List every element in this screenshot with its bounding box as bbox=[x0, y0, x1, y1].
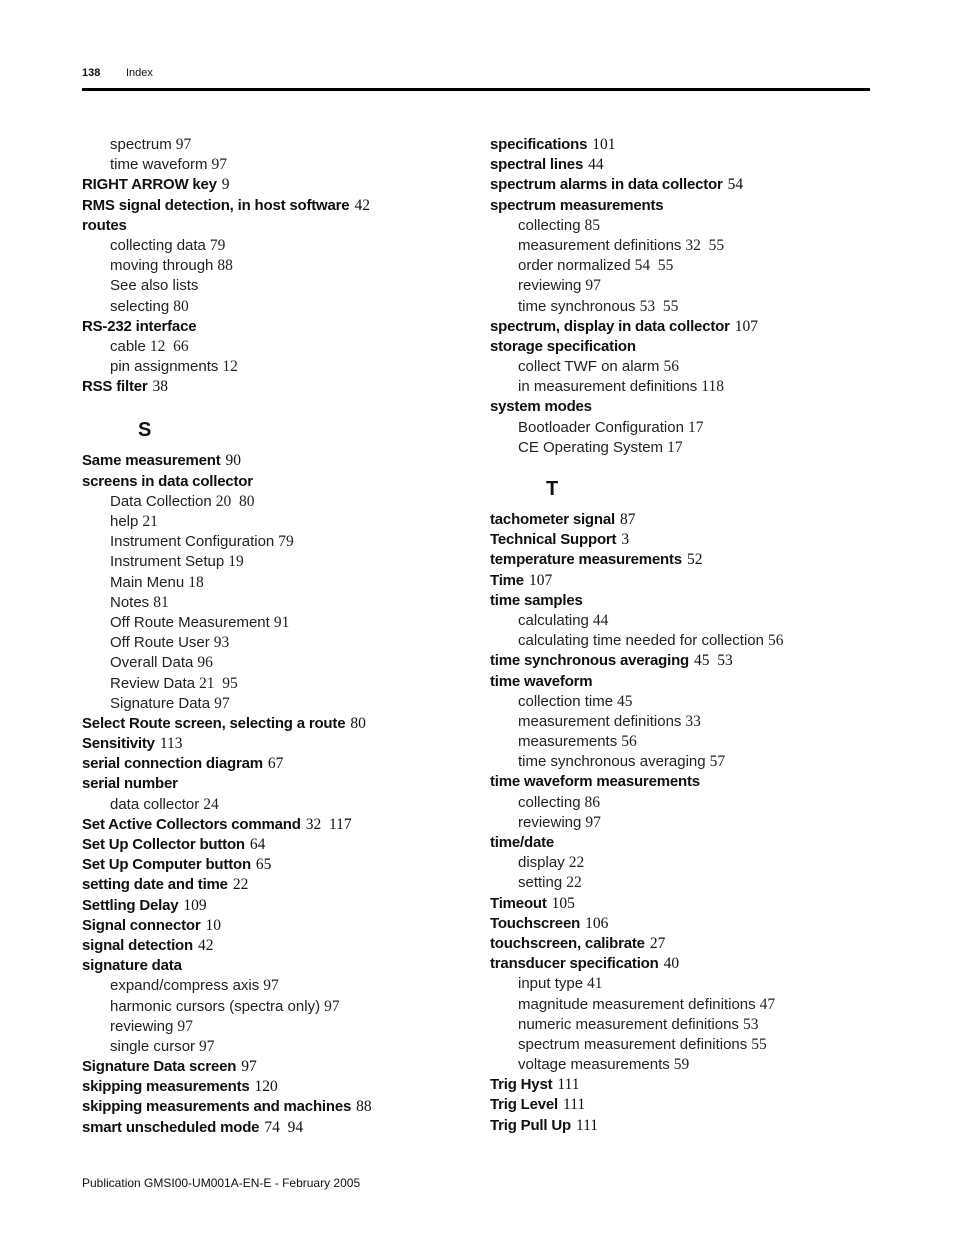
index-entry bbox=[82, 196, 462, 216]
index-page-refs: 101 bbox=[592, 136, 616, 153]
index-page-refs: 44 bbox=[592, 611, 609, 629]
index-page-refs: 64 bbox=[249, 836, 266, 853]
index-subentry bbox=[82, 512, 462, 532]
index-subentry bbox=[82, 337, 462, 357]
index-page-refs: 3 bbox=[621, 531, 630, 549]
index-term: order normalized bbox=[518, 257, 631, 275]
index-entry bbox=[490, 833, 870, 853]
index-term: harmonic cursors (spectra only) bbox=[110, 997, 321, 1015]
index-subentry bbox=[82, 976, 462, 996]
index-subentry bbox=[82, 236, 462, 256]
index-page-refs: 111 bbox=[557, 1076, 580, 1094]
index-term: Data Collection bbox=[110, 492, 212, 510]
index-term: expand/compress axis bbox=[110, 977, 260, 995]
index-term: numeric measurement definitions bbox=[518, 1015, 739, 1033]
index-term: transducer specification bbox=[490, 955, 659, 973]
index-term: serial number bbox=[82, 775, 178, 793]
index-column-left bbox=[82, 135, 462, 1138]
index-term: specifications bbox=[490, 136, 588, 153]
index-page-refs: 91 bbox=[273, 613, 290, 631]
index-term: Same measurement bbox=[82, 452, 221, 470]
index-term: measurement definitions bbox=[518, 712, 682, 730]
index-term: RMS signal detection, in host software bbox=[82, 196, 350, 214]
index-term: smart unscheduled mode bbox=[82, 1118, 260, 1136]
index-entry bbox=[82, 1057, 462, 1077]
index-page-refs: 93 bbox=[213, 634, 230, 652]
index-entry bbox=[490, 397, 870, 417]
index-subentry bbox=[82, 532, 462, 552]
index-term: Instrument Setup bbox=[110, 553, 225, 571]
index-term: voltage measurements bbox=[518, 1056, 670, 1074]
index-term: RIGHT ARROW key bbox=[82, 176, 217, 194]
index-term: spectrum measurement definitions bbox=[518, 1035, 748, 1053]
index-page-refs: 120 bbox=[254, 1078, 278, 1096]
index-page-refs: 106 bbox=[585, 914, 609, 932]
index-subentry bbox=[82, 552, 462, 572]
index-page-refs: 56 bbox=[621, 733, 637, 751]
index-subentry bbox=[490, 1035, 870, 1055]
index-page-refs: 88 bbox=[356, 1098, 372, 1116]
index-entry bbox=[82, 754, 462, 774]
index-term: Main Menu bbox=[110, 573, 185, 591]
index-page-refs: 55 bbox=[751, 1035, 767, 1053]
index-subentry bbox=[490, 611, 870, 631]
index-page-refs: 10 bbox=[205, 916, 221, 934]
index-entry bbox=[490, 571, 870, 591]
index-page-refs: 74 94 bbox=[264, 1118, 304, 1136]
index-term: Technical Support bbox=[490, 531, 617, 549]
index-term: input type bbox=[518, 975, 584, 993]
index-term: measurements bbox=[518, 733, 618, 751]
index-term: Settling Delay bbox=[82, 896, 179, 914]
index-page-refs: 56 bbox=[767, 632, 784, 650]
index-term: spectrum bbox=[110, 136, 172, 153]
index-entry bbox=[490, 651, 870, 671]
index-term: Set Active Collectors command bbox=[82, 815, 301, 833]
section-title: Index bbox=[126, 67, 153, 79]
index-term: Overall Data bbox=[110, 654, 194, 672]
index-entry bbox=[82, 1118, 462, 1138]
index-page-refs: 86 bbox=[584, 793, 601, 811]
index-subentry bbox=[490, 853, 870, 873]
index-term: collecting data bbox=[110, 236, 206, 254]
index-subentry bbox=[490, 732, 870, 752]
index-entry bbox=[490, 155, 870, 175]
index-page-refs: 47 bbox=[759, 995, 776, 1013]
index-term: Off Route User bbox=[110, 634, 210, 652]
index-page-refs: 79 bbox=[278, 533, 294, 551]
index-subentry bbox=[82, 795, 462, 815]
index-page-refs: 53 bbox=[742, 1015, 759, 1033]
index-term: reviewing bbox=[518, 277, 582, 295]
index-subentry bbox=[82, 997, 462, 1017]
index-entry bbox=[82, 216, 462, 236]
index-subentry bbox=[82, 1017, 462, 1037]
index-entry bbox=[82, 875, 462, 895]
index-entry bbox=[82, 175, 462, 195]
index-term: selecting bbox=[110, 297, 170, 315]
index-term: temperature measurements bbox=[490, 551, 682, 569]
index-term: collecting bbox=[518, 216, 581, 234]
index-page-refs: 32 55 bbox=[685, 236, 725, 254]
index-subentry bbox=[82, 1037, 462, 1057]
index-entry bbox=[82, 855, 462, 875]
index-term: collecting bbox=[518, 793, 581, 811]
index-page-refs: 85 bbox=[584, 216, 601, 234]
index-term: Sensitivity bbox=[82, 735, 155, 753]
index-page-refs: 40 bbox=[663, 955, 680, 973]
index-term: magnitude measurement definitions bbox=[518, 995, 756, 1013]
index-term: time samples bbox=[490, 591, 583, 609]
index-term: serial connection diagram bbox=[82, 755, 263, 773]
index-term: Signal connector bbox=[82, 916, 201, 934]
index-subentry bbox=[82, 674, 462, 694]
index-term: spectrum, display in data collector bbox=[490, 317, 730, 335]
index-page-refs: 65 bbox=[255, 856, 272, 874]
index-subentry bbox=[490, 793, 870, 813]
index-page-refs: 54 55 bbox=[634, 257, 674, 275]
index-term: signature data bbox=[82, 957, 182, 975]
index-term: reviewing bbox=[110, 1017, 174, 1035]
index-term: tachometer signal bbox=[490, 511, 615, 528]
index-term: Notes bbox=[110, 593, 150, 611]
index-page-refs: 21 bbox=[142, 513, 158, 530]
index-subentry bbox=[490, 692, 870, 712]
index-term: Time bbox=[490, 571, 524, 589]
index-subentry bbox=[490, 357, 870, 377]
page-number: 138 bbox=[82, 67, 101, 79]
index-term: Timeout bbox=[490, 894, 547, 912]
index-entry bbox=[82, 1097, 462, 1117]
index-term: Bootloader Configuration bbox=[518, 418, 684, 436]
index-page-refs: 17 bbox=[687, 418, 704, 436]
index-page-refs: 56 bbox=[663, 358, 679, 376]
index-term: Signature Data screen bbox=[82, 1058, 237, 1076]
index-page-refs: 81 bbox=[153, 593, 169, 611]
index-subentry bbox=[490, 712, 870, 732]
index-entry bbox=[82, 774, 462, 794]
index-subentry bbox=[490, 297, 870, 317]
index-subentry bbox=[82, 276, 462, 296]
index-term: Off Route Measurement bbox=[110, 613, 270, 631]
index-term: Review Data bbox=[110, 674, 196, 692]
index-subentry bbox=[82, 492, 462, 512]
index-term: time synchronous bbox=[518, 297, 636, 315]
index-subentry bbox=[82, 653, 462, 673]
index-entry bbox=[82, 896, 462, 916]
index-subentry bbox=[490, 236, 870, 256]
index-entry bbox=[82, 936, 462, 956]
index-subentry bbox=[490, 813, 870, 833]
index-term: moving through bbox=[110, 257, 214, 275]
index-term: help bbox=[110, 513, 139, 530]
index-subentry bbox=[490, 631, 870, 651]
index-page-refs: 21 95 bbox=[199, 674, 238, 692]
index-entry bbox=[490, 1075, 870, 1095]
index-page-refs: 80 bbox=[350, 714, 366, 732]
index-page-refs: 17 bbox=[667, 438, 683, 456]
index-page-refs: 96 bbox=[197, 654, 213, 672]
index-page-refs: 27 bbox=[649, 934, 666, 952]
index-page-refs: 97 bbox=[263, 977, 279, 995]
index-letter-heading: T bbox=[546, 478, 559, 500]
index-term: Touchscreen bbox=[490, 914, 581, 932]
index-page-refs: 54 bbox=[727, 176, 744, 194]
index-term: RS-232 interface bbox=[82, 317, 197, 335]
index-page-refs: 113 bbox=[159, 735, 183, 753]
index-page-refs: 9 bbox=[221, 176, 230, 194]
index-subentry bbox=[490, 216, 870, 236]
index-entry bbox=[490, 772, 870, 792]
index-term: reviewing bbox=[518, 813, 582, 831]
index-term: time waveform bbox=[490, 672, 593, 690]
index-subentry bbox=[82, 573, 462, 593]
index-page-refs: 41 bbox=[587, 975, 603, 993]
header-rule bbox=[82, 88, 870, 91]
index-term: spectrum measurements bbox=[490, 196, 664, 214]
index-entry bbox=[82, 734, 462, 754]
index-page-refs: 20 80 bbox=[215, 492, 255, 510]
index-term: spectrum alarms in data collector bbox=[490, 176, 723, 194]
index-page-refs: 24 bbox=[203, 795, 219, 813]
index-term: time waveform measurements bbox=[490, 773, 700, 791]
index-term: See also lists bbox=[110, 277, 199, 295]
index-page-refs: 97 bbox=[211, 156, 228, 174]
index-term: data collector bbox=[110, 795, 200, 813]
index-page-refs: 111 bbox=[563, 1096, 586, 1114]
index-page-refs: 19 bbox=[228, 553, 244, 571]
index-page-refs: 22 bbox=[568, 854, 585, 872]
index-page-refs: 107 bbox=[528, 571, 553, 589]
index-term: skipping measurements and machines bbox=[82, 1098, 352, 1116]
index-entry bbox=[490, 175, 870, 195]
index-term: Set Up Computer button bbox=[82, 856, 251, 874]
index-entry bbox=[490, 135, 870, 155]
index-term: spectral lines bbox=[490, 156, 584, 174]
index-page-refs: 45 53 bbox=[694, 652, 733, 670]
index-term: Set Up Collector button bbox=[82, 836, 245, 853]
index-subentry bbox=[490, 1055, 870, 1075]
index-subentry bbox=[490, 256, 870, 276]
index-page-refs: 12 bbox=[222, 358, 238, 376]
index-entry bbox=[490, 1095, 870, 1115]
index-entry bbox=[490, 196, 870, 216]
index-subentry bbox=[490, 377, 870, 397]
index-term: time synchronous averaging bbox=[518, 753, 706, 771]
publication-footer: Publication GMSI00-UM001A-EN-E - February 2005 bbox=[82, 1176, 361, 1190]
index-entry bbox=[490, 1116, 870, 1136]
index-page-refs: 67 bbox=[267, 755, 284, 773]
index-term: screens in data collector bbox=[82, 472, 253, 490]
index-entry bbox=[82, 472, 462, 492]
index-page-refs: 107 bbox=[734, 317, 758, 335]
index-term: Select Route screen, selecting a route bbox=[82, 714, 346, 732]
index-entry bbox=[490, 317, 870, 337]
index-subentry bbox=[82, 155, 462, 175]
index-term: pin assignments bbox=[110, 358, 219, 376]
index-entry bbox=[490, 914, 870, 934]
index-entry bbox=[82, 815, 462, 835]
index-page-refs: 97 bbox=[177, 1017, 193, 1035]
index-page-refs: 97 bbox=[214, 694, 230, 712]
index-term: time synchronous averaging bbox=[490, 652, 690, 670]
index-term: Trig Pull Up bbox=[490, 1116, 571, 1134]
index-page-refs: 97 bbox=[199, 1037, 215, 1055]
index-subentry bbox=[490, 873, 870, 893]
index-page-refs: 97 bbox=[324, 997, 340, 1015]
index-subentry bbox=[490, 438, 870, 458]
index-term: display bbox=[518, 854, 565, 872]
index-page-refs: 32 117 bbox=[305, 815, 352, 833]
index-page-refs: 22 bbox=[566, 874, 582, 892]
index-term: single cursor bbox=[110, 1037, 196, 1055]
index-subentry bbox=[82, 694, 462, 714]
index-page-refs: 38 bbox=[152, 378, 169, 396]
index-term: setting bbox=[518, 874, 563, 892]
index-term: collect TWF on alarm bbox=[518, 358, 660, 376]
index-entry bbox=[490, 550, 870, 570]
index-entry bbox=[82, 1077, 462, 1097]
index-term: storage specification bbox=[490, 337, 636, 355]
index-subentry bbox=[82, 297, 462, 317]
index-term: skipping measurements bbox=[82, 1078, 250, 1096]
index-term: calculating time needed for collection bbox=[518, 632, 764, 650]
index-subentry bbox=[82, 357, 462, 377]
index-term: time/date bbox=[490, 834, 555, 851]
index-term: Trig Hyst bbox=[490, 1076, 553, 1094]
index-term: cable bbox=[110, 337, 146, 355]
index-term: routes bbox=[82, 216, 127, 234]
index-page-refs: 90 bbox=[225, 452, 242, 470]
index-entry bbox=[490, 510, 870, 530]
index-page-refs: 87 bbox=[619, 511, 636, 528]
index-page-refs: 22 bbox=[232, 876, 249, 894]
index-entry bbox=[82, 317, 462, 337]
index-page-refs: 12 66 bbox=[149, 337, 189, 355]
index-entry bbox=[82, 451, 462, 471]
index-letter-heading: S bbox=[138, 419, 152, 442]
index-entry bbox=[490, 337, 870, 357]
index-subentry bbox=[490, 995, 870, 1015]
index-term: measurement definitions bbox=[518, 236, 682, 254]
index-subentry bbox=[490, 1015, 870, 1035]
index-entry bbox=[490, 672, 870, 692]
index-subentry bbox=[82, 593, 462, 613]
index-page-refs: 88 bbox=[217, 257, 233, 275]
index-entry bbox=[490, 934, 870, 954]
index-column-right bbox=[490, 135, 870, 1136]
index-entry bbox=[490, 894, 870, 914]
index-entry bbox=[82, 377, 462, 397]
index-entry bbox=[490, 591, 870, 611]
index-page-refs: 97 bbox=[175, 136, 192, 153]
index-subentry bbox=[490, 752, 870, 772]
index-term: setting date and time bbox=[82, 876, 228, 894]
index-subentry bbox=[82, 256, 462, 276]
index-term: time waveform bbox=[110, 156, 208, 174]
index-subentry bbox=[490, 418, 870, 438]
index-page-refs: 52 bbox=[686, 551, 703, 569]
index-term: in measurement definitions bbox=[518, 378, 698, 396]
index-page-refs: 118 bbox=[701, 378, 724, 396]
index-subentry bbox=[82, 135, 462, 155]
index-subentry bbox=[82, 613, 462, 633]
index-page-refs: 33 bbox=[685, 712, 701, 730]
index-page-refs: 97 bbox=[241, 1058, 257, 1076]
index-term: Instrument Configuration bbox=[110, 533, 275, 551]
index-term: system modes bbox=[490, 398, 592, 416]
index-subentry bbox=[490, 276, 870, 296]
index-page-refs: 59 bbox=[673, 1056, 690, 1074]
index-term: touchscreen, calibrate bbox=[490, 934, 645, 952]
index-entry bbox=[82, 835, 462, 855]
index-page-refs: 111 bbox=[575, 1116, 599, 1134]
index-page-refs: 97 bbox=[585, 813, 601, 831]
index-term: collection time bbox=[518, 692, 614, 710]
index-term: Trig Level bbox=[490, 1096, 559, 1114]
index-subentry bbox=[82, 633, 462, 653]
index-entry bbox=[490, 954, 870, 974]
index-entry bbox=[82, 956, 462, 976]
index-entry bbox=[490, 530, 870, 550]
index-term: RSS filter bbox=[82, 378, 148, 396]
index-page-refs: 105 bbox=[551, 894, 575, 912]
index-term: signal detection bbox=[82, 936, 193, 954]
index-term: calculating bbox=[518, 611, 589, 629]
index-page-refs: 18 bbox=[188, 573, 204, 591]
index-page-refs: 80 bbox=[173, 297, 189, 315]
index-page-refs: 42 bbox=[354, 196, 370, 214]
index-page-refs: 57 bbox=[709, 753, 726, 771]
index-subentry bbox=[490, 974, 870, 994]
index-term: Signature Data bbox=[110, 694, 211, 712]
index-term: CE Operating System bbox=[518, 438, 664, 456]
index-entry bbox=[82, 916, 462, 936]
index-page-refs: 45 bbox=[617, 692, 633, 710]
index-page-refs: 53 55 bbox=[639, 297, 679, 315]
index-page-refs: 97 bbox=[585, 277, 601, 295]
index-page-refs: 79 bbox=[209, 236, 226, 254]
index-page-refs: 44 bbox=[588, 156, 604, 174]
index-entry bbox=[82, 714, 462, 734]
index-page-refs: 42 bbox=[198, 936, 214, 954]
index-page-refs: 109 bbox=[183, 896, 207, 914]
